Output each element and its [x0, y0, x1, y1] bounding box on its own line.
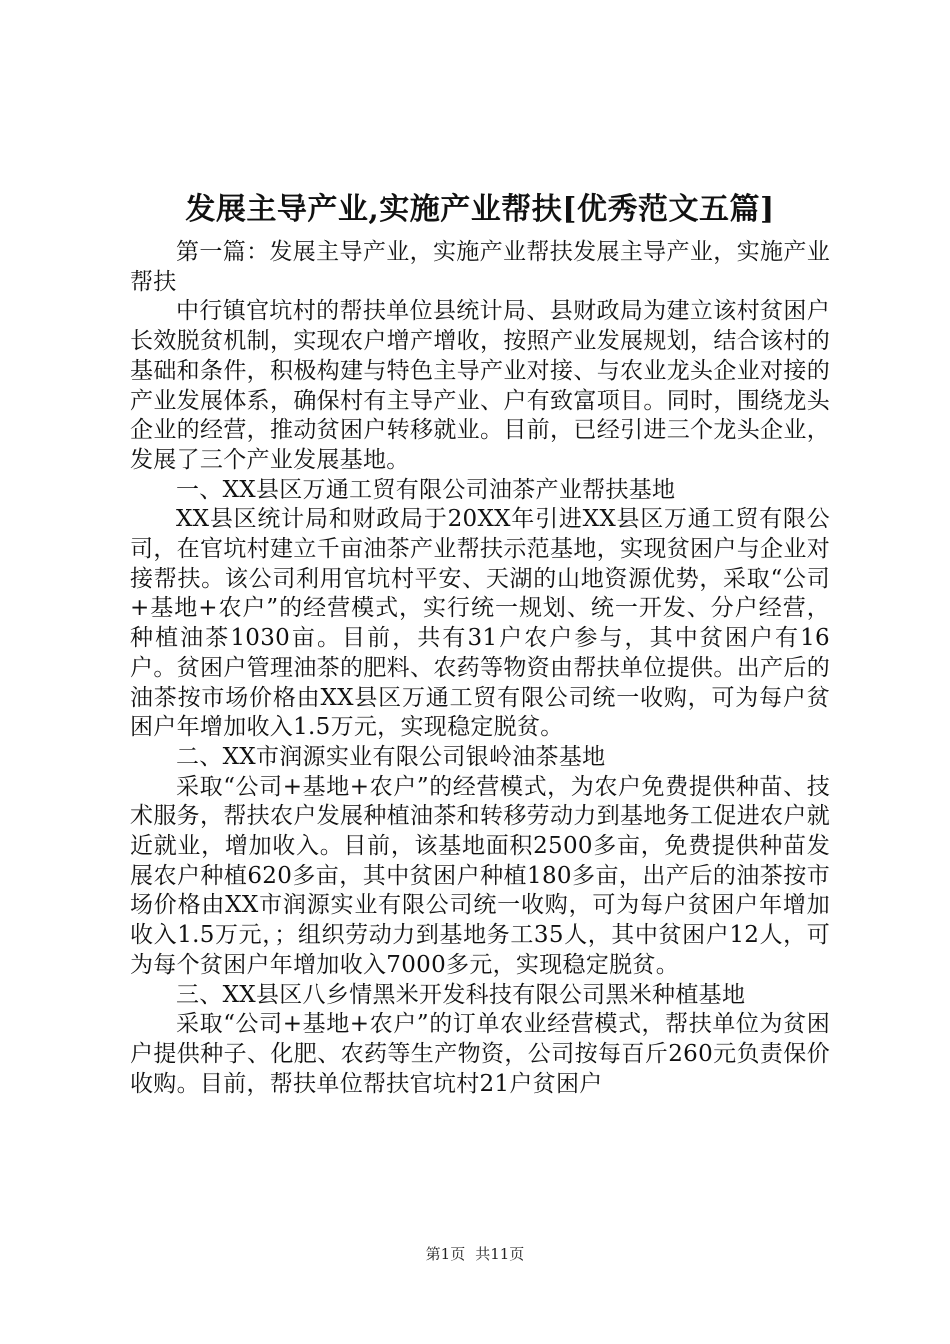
page-footer	[0, 1244, 950, 1264]
page-total: 共11页	[475, 1245, 525, 1263]
paragraph-overview: 中行镇官坑村的帮扶单位县统计局、县财政局为建立该村贫困户长效脱贫机制，实现农户增产增收，按照产业发展规划，结合该村的基础和条件，积极构建与特色主导产业对接、与农业龙头企业对接的产业发展体系，确保村有主导产业、户有致富项目。同时，围绕龙头企业的经营，推动贫困户转移就业。目前，已经引进三个龙头企业，发展了三个产业发展基地。	[130, 298, 830, 473]
page-number: 第1页	[425, 1245, 466, 1263]
section-heading-1: 一、XX县区万通工贸有限公司油茶产业帮扶基地	[176, 476, 676, 503]
document-body	[130, 238, 830, 1099]
section-heading-2: 二、XX市润源实业有限公司银岭油茶基地	[176, 743, 606, 770]
paragraph-section-2: 采取“公司+基地+农户”的经营模式，为农户免费提供种苗、技术服务，帮扶农户发展种植油茶和转移劳动力到基地务工促进农户就近就业，增加收入。目前，该基地面积2500多亩，免费提供种苗发展农户种植620多亩，其中贫困户种植180多亩，出产后的油茶按市场价格由XX市润源实业有限公司统一收购，可为每户贫困户年增加收入1.5万元，；组织劳动力到基地务工35人，其中贫困户12人，可为每个贫困户年增加收入7000多元，实现稳定脱贫。	[130, 773, 830, 978]
paragraph-intro: 第一篇：发展主导产业，实施产业帮扶发展主导产业，实施产业帮扶	[130, 239, 830, 295]
document-title: 发展主导产业,实施产业帮扶[优秀范文五篇]	[185, 192, 775, 227]
paragraph-section-1: XX县区统计局和财政局于20XX年引进XX县区万通工贸有限公司，在官坑村建立千亩油茶产业帮扶示范基地，实现贫困户与企业对接帮扶。该公司利用官坑村平安、天湖的山地资源优势，采取“公司+基地+农户”的经营模式，实行统一规划、统一开发、分户经营，种植油茶1030亩。目前，共有31户农户参与，其中贫困户有16户。贫困户管理油茶的肥料、农药等物资由帮扶单位提供。出产后的油茶按市场价格由XX县区万通工贸有限公司统一收购，可为每户贫困户年增加收入1.5万元，实现稳定脱贫。	[130, 506, 830, 741]
section-heading-3: 三、XX县区八乡情黑米开发科技有限公司黑米种植基地	[176, 981, 746, 1008]
paragraph-section-3: 采取“公司+基地+农户”的订单农业经营模式，帮扶单位为贫困户提供种子、化肥、农药等生产物资，公司按每百斤260元负责保价收购。目前，帮扶单位帮扶官坑村21户贫困户	[130, 1011, 830, 1097]
